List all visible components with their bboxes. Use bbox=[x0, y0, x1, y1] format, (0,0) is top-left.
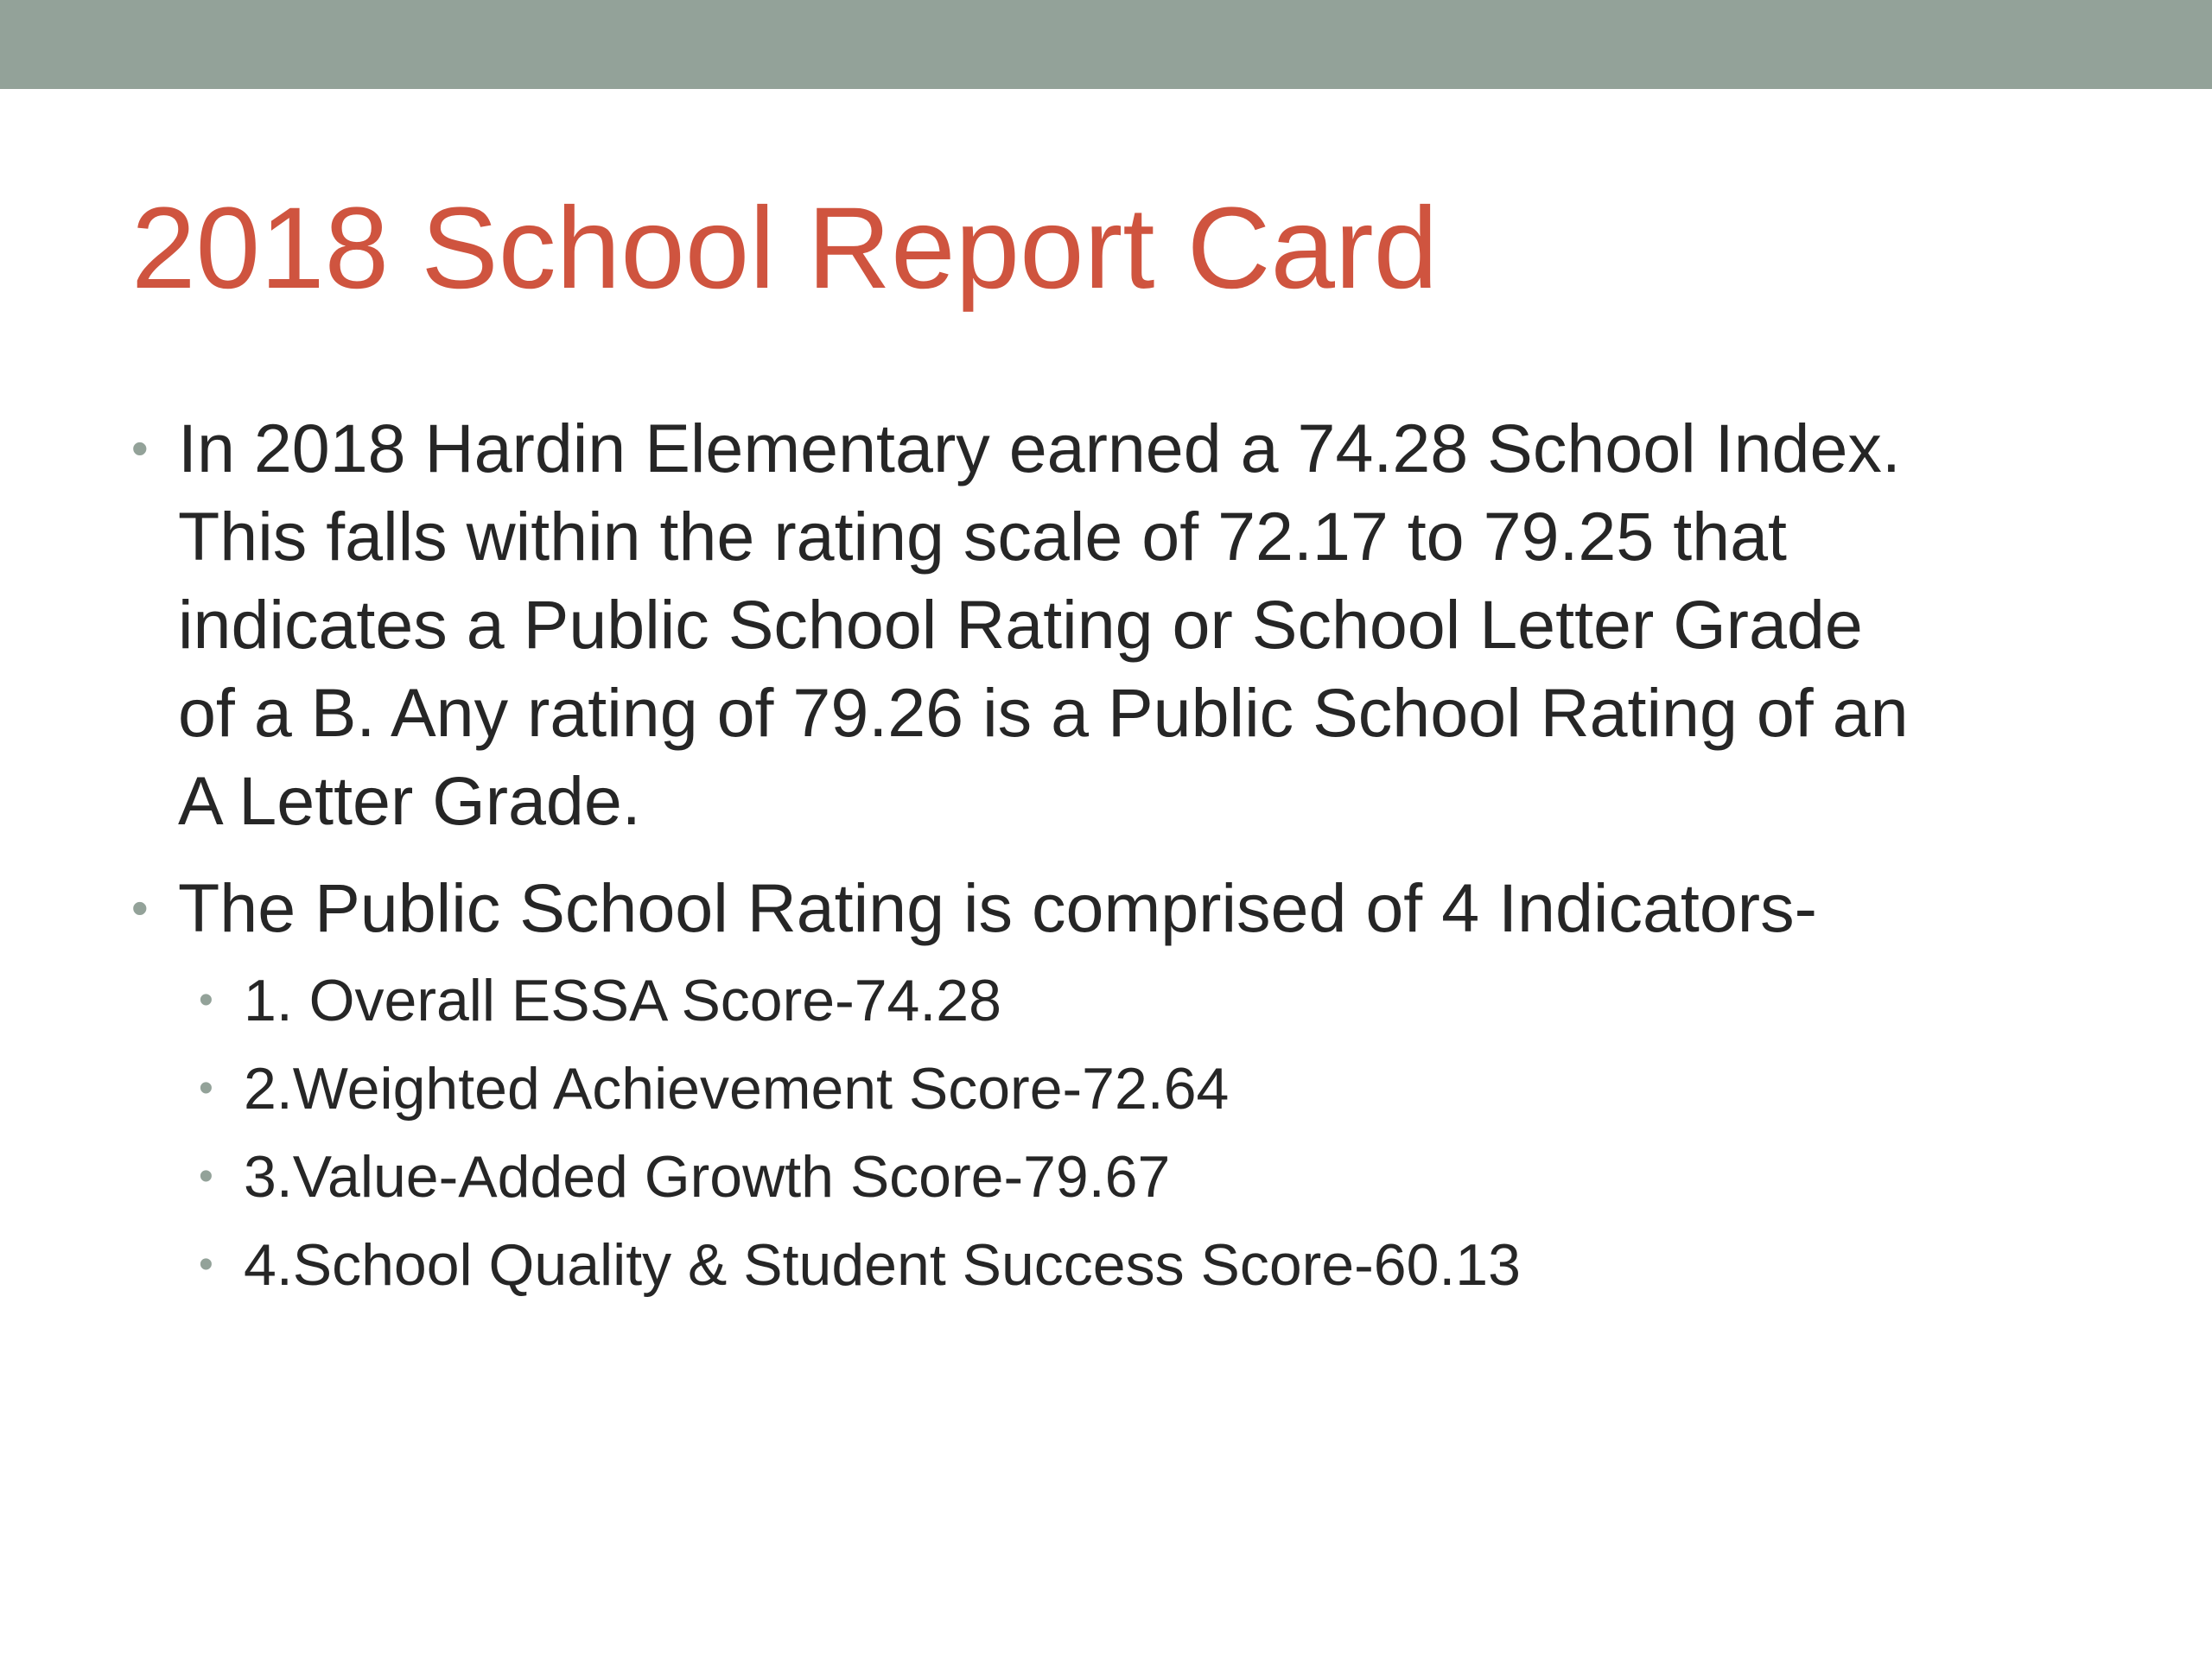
bullet-dot-icon: • bbox=[199, 1065, 213, 1111]
bullet-school-index bbox=[131, 404, 2101, 845]
slide-top-band bbox=[0, 0, 2212, 89]
sub-bullet-weighted-achievement bbox=[199, 1045, 2169, 1133]
bullet-dot-icon: • bbox=[131, 421, 149, 475]
bullet-dot-icon: • bbox=[199, 1154, 213, 1199]
sub-bullet-text: 4.School Quality & Student Success Score-60.13 bbox=[244, 1232, 1521, 1298]
sub-bullet-value-added-growth bbox=[199, 1133, 2169, 1221]
bullet-line: of a B. Any rating of 79.26 is a Public School Rating of an bbox=[178, 674, 1909, 751]
bullet-dot-icon: • bbox=[199, 1242, 213, 1287]
sub-bullet-school-quality bbox=[199, 1221, 2169, 1309]
sub-bullet-essa-score bbox=[199, 957, 2169, 1045]
bullet-line: In 2018 Hardin Elementary earned a 74.28 School Index. bbox=[178, 410, 1901, 486]
bullet-indicators bbox=[131, 864, 2101, 952]
bullet-line: indicates a Public School Rating or School Letter Grade bbox=[178, 586, 1863, 663]
bullet-text bbox=[178, 404, 2101, 845]
sub-bullet-text: 2.Weighted Achievement Score-72.64 bbox=[244, 1056, 1230, 1122]
sub-bullet-text: 3.Value-Added Growth Score-79.67 bbox=[244, 1144, 1171, 1210]
bullet-dot-icon: • bbox=[199, 977, 213, 1023]
sub-bullet-text: 1. Overall ESSA Score-74.28 bbox=[244, 968, 1001, 1033]
bullet-line: A Letter Grade. bbox=[178, 762, 641, 839]
bullet-dot-icon: • bbox=[131, 880, 149, 935]
bullet-line: This falls within the rating scale of 72.17 to 79.25 that bbox=[178, 498, 1787, 575]
slide-title: 2018 School Report Card bbox=[131, 184, 1439, 313]
bullet-text: The Public School Rating is comprised of 4 Indicators- bbox=[178, 869, 1817, 946]
